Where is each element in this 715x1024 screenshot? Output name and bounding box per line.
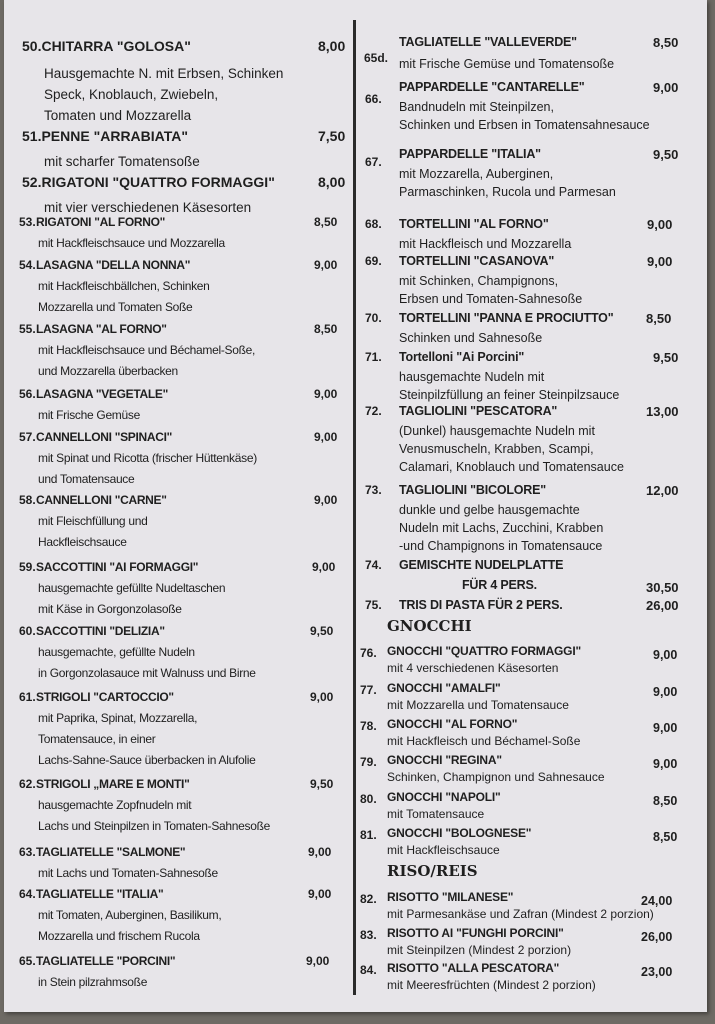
gnocchi-heading: GNOCCHI [387, 617, 472, 635]
item-description: mit Hackfleischbällchen, Schinken Mozzarella und Tomaten Soße [38, 279, 210, 314]
item-description: mit Fleischfüllung und Hackfleischsauce [38, 514, 148, 549]
item-title: RISOTTO AI "FUNGHI PORCINI" [387, 926, 564, 940]
item-title: TORTELLINI "AL FORNO" [399, 217, 549, 231]
item-number: 56. [19, 387, 36, 401]
item-number: 80. [360, 792, 377, 806]
item-number: 65. [19, 954, 36, 968]
item-price: 26,00 [646, 598, 679, 613]
item-title: TAGLIATELLE "PORCINI" [36, 954, 176, 968]
item-price: 12,00 [646, 483, 679, 498]
item-description: in Stein pilzrahmsoße [38, 975, 148, 989]
item-title: GNOCCHI "QUATTRO FORMAGGI" [387, 644, 581, 658]
item-title: RISOTTO "ALLA PESCATORA" [387, 961, 560, 975]
item-title: 51.PENNE "ARRABIATA" [22, 128, 188, 144]
item-price: 9,50 [653, 350, 679, 365]
item-price: 30,50 [646, 580, 679, 595]
item-title: LASAGNA "DELLA NONNA" [36, 258, 191, 272]
item-number: 67. [365, 155, 382, 169]
item-number: 65d. [364, 51, 389, 65]
item-description: hausgemachte, gefüllte Nudeln in Gorgonzolasauce mit Walnuss und Birne [38, 645, 256, 680]
item-description: mit Hackfleischsauce und Béchamel-Soße, und Mozzarella überbacken [38, 343, 256, 378]
item-title: TORTELLINI "PANNA E PROCIUTTO" [399, 311, 614, 325]
item-title: Tortelloni "Ai Porcini" [399, 350, 525, 364]
item-price: 8,50 [653, 794, 678, 808]
item-title: TAGLIOLINI "PESCATORA" [399, 404, 558, 418]
item-number: 81. [360, 828, 377, 842]
item-number: 59. [19, 560, 36, 574]
item-number: 76. [360, 646, 377, 660]
item-price: 7,50 [318, 128, 346, 144]
item-price: 9,00 [314, 493, 338, 507]
item-number: 60. [19, 624, 36, 638]
item-number: 57. [19, 430, 36, 444]
item-price: 9,00 [653, 757, 678, 771]
item-title: STRIGOLI "CARTOCCIO" [36, 690, 174, 704]
item-description: mit Spinat und Ricotta (frischer Hüttenkäse) und Tomatensauce [38, 451, 257, 486]
item-title: GEMISCHTE NUDELPLATTE [399, 558, 564, 572]
item-number: 62. [19, 777, 36, 791]
item-description: mit Mozzarella, Auberginen, Parmaschinken, Rucola und Parmesan [399, 167, 616, 199]
item-price: 9,00 [312, 560, 336, 574]
item-title: TAGLIATELLE "SALMONE" [36, 845, 186, 859]
item-title: CANNELLONI "SPINACI" [36, 430, 173, 444]
item-price: 26,00 [641, 930, 673, 944]
item-price: 8,00 [318, 38, 346, 54]
item-price: 24,00 [641, 894, 673, 908]
item-title: TAGLIATELLE "VALLEVERDE" [399, 35, 577, 49]
item-description: Schinken, Champignon und Sahnesauce [387, 770, 605, 784]
item-price: 9,00 [314, 430, 338, 444]
item-price: 9,50 [310, 777, 334, 791]
item-title: TRIS DI PASTA FÜR 2 PERS. [399, 598, 563, 612]
item-price: 9,00 [308, 887, 332, 901]
item-number: 79. [360, 755, 377, 769]
item-number: 63. [19, 845, 36, 859]
item-description: dunkle und gelbe hausgemachte Nudeln mit Lachs, Zucchini, Krabben -und Champignons in Tomatensauce [399, 503, 604, 553]
item-number: 74. [365, 558, 382, 572]
item-description: Schinken und Sahnesoße [399, 331, 543, 345]
item-title: TAGLIOLINI "BICOLORE" [399, 483, 546, 497]
item-title: GNOCCHI "NAPOLI" [387, 790, 501, 804]
item-price: 9,00 [308, 845, 332, 859]
item-title: 52.RIGATONI "QUATTRO FORMAGGI" [22, 174, 275, 190]
item-title: GNOCCHI "BOLOGNESE" [387, 826, 532, 840]
item-description: mit Lachs und Tomaten-Sahnesoße [38, 866, 218, 880]
item-description: hausgemachte Nudeln mit Steinpilzfüllung an feiner Steinpilzsauce [399, 370, 620, 402]
item-number: 84. [360, 963, 377, 977]
item-description: hausgemachte gefüllte Nudeltaschen mit Käse in Gorgonzolasoße [38, 581, 226, 616]
item-price: 9,00 [653, 80, 679, 95]
item-description: mit Hackfleisch und Mozzarella [399, 237, 572, 251]
item-title: TORTELLINI "CASANOVA" [399, 254, 555, 268]
item-number: 54. [19, 258, 36, 272]
item-number: 61. [19, 690, 36, 704]
item-price: 8,50 [653, 35, 679, 50]
item-title: LASAGNA "AL FORNO" [36, 322, 167, 336]
item-price: 8,50 [653, 830, 678, 844]
item-description: mit Meeresfrüchten (Mindest 2 porzion) [387, 978, 596, 992]
item-price: 9,00 [653, 648, 678, 662]
item-description: mit Hackfleischsauce [387, 843, 500, 857]
item-description: mit Frische Gemüse [38, 408, 140, 422]
item-title: TAGLIATELLE "ITALIA" [36, 887, 164, 901]
item-price: 9,00 [310, 690, 334, 704]
item-number: 83. [360, 928, 377, 942]
item-price: 8,50 [314, 215, 338, 229]
item-description: Hausgemachte N. mit Erbsen, Schinken Speck, Knoblauch, Zwiebeln, Tomaten und Mozzarella [44, 66, 284, 123]
item-title: GNOCCHI "AL FORNO" [387, 717, 518, 731]
item-description: Bandnudeln mit Steinpilzen, Schinken und Erbsen in Tomatensahnesauce [399, 100, 650, 132]
item-number: 53. [19, 215, 36, 229]
item-title: GNOCCHI "AMALFI" [387, 681, 501, 695]
item-description: mit Tomaten, Auberginen, Basilikum, Mozzarella und frischem Rucola [38, 908, 222, 943]
item-description: mit scharfer Tomatensoße [44, 154, 200, 169]
item-number: 55. [19, 322, 36, 336]
item-description: mit Steinpilzen (Mindest 2 porzion) [387, 943, 572, 957]
item-number: 70. [365, 311, 382, 325]
item-price: 23,00 [641, 965, 673, 979]
item-price: 9,00 [647, 254, 673, 269]
item-title: SACCOTTINI "DELIZIA" [36, 624, 165, 638]
item-description: mit 4 verschiedenen Käsesorten [387, 661, 559, 675]
item-title: RIGATONI "AL FORNO" [36, 215, 166, 229]
item-title: 50.CHITARRA "GOLOSA" [22, 38, 191, 54]
item-title: RISOTTO "MILANESE" [387, 890, 514, 904]
item-description: hausgemachte Zopfnudeln mit Lachs und Steinpilzen in Tomaten-Sahnesoße [38, 798, 271, 833]
item-number: 58. [19, 493, 36, 507]
item-price: 9,00 [653, 685, 678, 699]
item-price: 8,50 [646, 311, 672, 326]
item-title: SACCOTTINI "AI FORMAGGI" [36, 560, 199, 574]
item-description: mit Tomatensauce [387, 807, 485, 821]
item-price: 9,00 [653, 721, 678, 735]
item-number: 68. [365, 217, 382, 231]
item-price: 8,50 [314, 322, 338, 336]
item-description: mit Paprika, Spinat, Mozzarella, Tomatensauce, in einer Lachs-Sahne-Sauce überbacken in Alufolie [38, 711, 256, 767]
item-number: 82. [360, 892, 377, 906]
item-title: PAPPARDELLE "CANTARELLE" [399, 80, 585, 94]
item-number: 78. [360, 719, 377, 733]
item-description: mit Parmesankäse und Zafran (Mindest 2 porzion) [387, 907, 654, 921]
menu-sheet [4, 0, 707, 1012]
item-price: 9,00 [314, 258, 338, 272]
item-title: LASAGNA "VEGETALE" [36, 387, 168, 401]
item-price: 9,00 [314, 387, 338, 401]
item-price: 9,00 [306, 954, 330, 968]
item-number: 75. [365, 598, 382, 612]
item-title: PAPPARDELLE "ITALIA" [399, 147, 541, 161]
item-title-line2: FÜR 4 PERS. [462, 578, 537, 592]
item-price: 9,00 [647, 217, 673, 232]
column-divider [353, 20, 356, 995]
item-number: 71. [365, 350, 382, 364]
item-title: GNOCCHI "REGINA" [387, 753, 502, 767]
riso-heading: RISO/REIS [387, 862, 478, 880]
item-number: 69. [365, 254, 382, 268]
item-title: STRIGOLI „MARE E MONTI" [36, 777, 190, 791]
item-price: 9,50 [310, 624, 334, 638]
item-number: 66. [365, 92, 382, 106]
item-price: 9,50 [653, 147, 679, 162]
item-description: mit vier verschiedenen Käsesorten [44, 200, 252, 215]
item-description: mit Mozzarella und Tomatensauce [387, 698, 569, 712]
item-number: 64. [19, 887, 36, 901]
item-title: CANNELLONI "CARNE" [36, 493, 167, 507]
item-description: (Dunkel) hausgemachte Nudeln mit Venusmuscheln, Krabben, Scampi, Calamari, Knoblauch und Tomatensauce [399, 424, 624, 474]
item-number: 72. [365, 404, 382, 418]
item-price: 13,00 [646, 404, 679, 419]
item-number: 77. [360, 683, 377, 697]
item-description: mit Schinken, Champignons, Erbsen und Tomaten-Sahnesoße [399, 274, 583, 306]
item-description: mit Frische Gemüse und Tomatensoße [399, 57, 615, 71]
item-description: mit Hackfleischsauce und Mozzarella [38, 236, 225, 250]
item-number: 73. [365, 483, 382, 497]
item-price: 8,00 [318, 174, 346, 190]
item-description: mit Hackfleisch und Béchamel-Soße [387, 734, 581, 748]
